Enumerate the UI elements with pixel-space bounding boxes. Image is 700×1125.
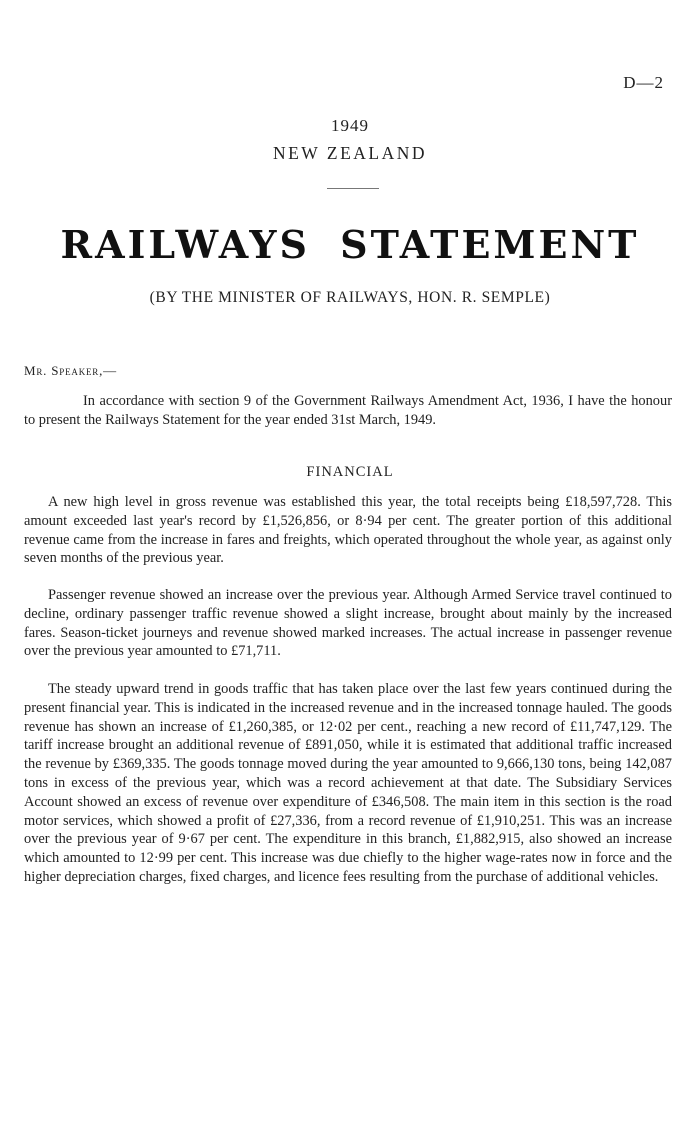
page-reference: D—2 bbox=[623, 73, 664, 92]
section-heading: FINANCIAL bbox=[306, 464, 394, 480]
intro-paragraph: In accordance with section 9 of the Government Railways Amendment Act, 1936, I have the honour to present the Railways Statement for the year ended 31st March, 1949. bbox=[24, 393, 672, 428]
salutation: Mr. Speaker,— bbox=[24, 363, 117, 378]
page-subtitle: (BY THE MINISTER OF RAILWAYS, HON. R. SEMPLE) bbox=[149, 289, 551, 306]
paragraph-passenger-revenue: Passenger revenue showed an increase over the previous year. Although Armed Service travel continued to decline, ordinary passenger traffic revenue showed a slight increase, brought about mainly by the increased fares. Season-ticket journeys and revenue showed marked increases. The actual increase in passenger revenue over the previous year amounted to £71,711. bbox=[24, 587, 672, 660]
paragraph-gross-revenue: A new high level in gross revenue was established this year, the total receipts being £18,597,728. This amount exceeded last year's record by £1,526,856, or 8·94 per cent. The greater portion of this additional revenue came from the increase in fares and freights, which operated throughout the whole year, as against only seven months of the previous year. bbox=[24, 494, 672, 567]
title-divider bbox=[327, 188, 379, 189]
page-title: RAILWAYS STATEMENT bbox=[60, 222, 640, 267]
document-year: 1949 bbox=[331, 116, 369, 135]
document-country: NEW ZEALAND bbox=[272, 143, 428, 163]
paragraph-goods-traffic: The steady upward trend in goods traffic that has taken place over the last few years continued during the present financial year. This is indicated in the increased revenue and in the increased tonnage hauled. The goods revenue has shown an increase of £1,260,385, or 12·02 per cent., reaching a new record of £11,747,129. The tariff increase brought an additional revenue of £891,050, while it is estimated that additional traffic increased the revenue by £369,335. The goods tonnage moved during the year amounted to 9,666,130 tons, being 142,087 tons in excess of the previous year, which was a record achievement at that date. The Subsidiary Services Account showed an excess of revenue over expenditure of £346,508. The main item in this section is the road motor services, which showed a profit of £27,336, from a record revenue of £1,910,251. This was an increase over the previous year of 9·67 per cent. The expenditure in this branch, £1,882,915, also showed an increase which amounted to 12·99 per cent. This increase was due chiefly to the higher wage-rates now in force and the higher depreciation charges, fixed charges, and licence fees resulting from the purchase of additional vehicles. bbox=[24, 681, 672, 885]
